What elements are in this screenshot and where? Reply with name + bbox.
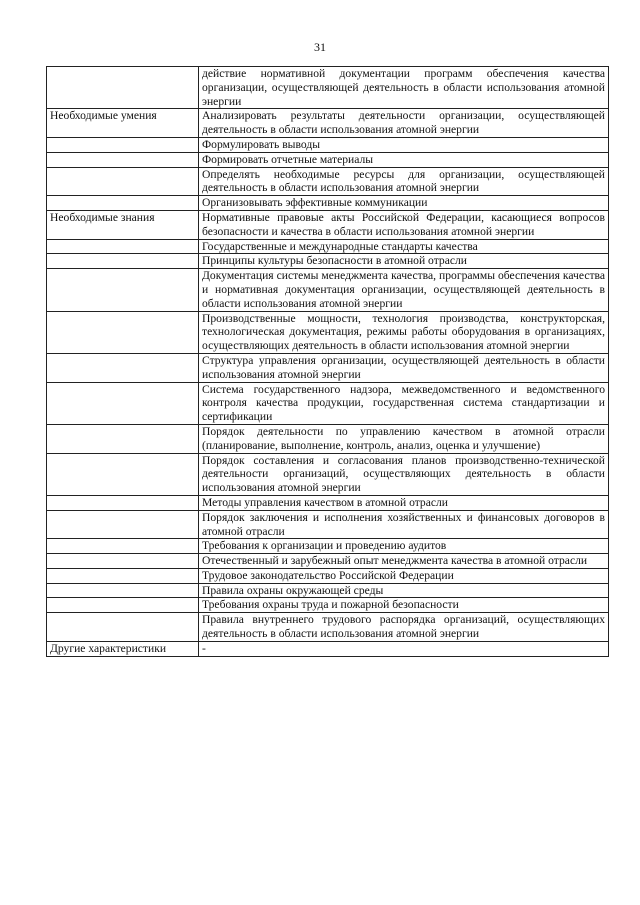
row-label: Другие характеристики <box>47 641 199 656</box>
row-text: Трудовое законодательство Российской Федерации <box>199 568 609 583</box>
row-text: Анализировать результаты деятельности организации, осуществляющей деятельность в области использования атомной энергии <box>199 109 609 138</box>
row-text: действие нормативной документации программ обеспечения качества организации, осуществляющей деятельность в области использования атомной энергии <box>199 67 609 109</box>
table-row <box>47 495 609 510</box>
row-text: - <box>199 641 609 656</box>
row-text: Методы управления качеством в атомной отрасли <box>199 495 609 510</box>
row-label <box>47 137 199 152</box>
table-row <box>47 109 609 138</box>
row-text: Правила внутреннего трудового распорядка организаций, осуществляющих деятельность в области использования атомной энергии <box>199 613 609 642</box>
row-label <box>47 167 199 196</box>
row-text: Формулировать выводы <box>199 137 609 152</box>
row-text: Определять необходимые ресурсы для организации, осуществляющей деятельность в области использования атомной энергии <box>199 167 609 196</box>
table-row <box>47 167 609 196</box>
row-label <box>47 254 199 269</box>
row-label <box>47 424 199 453</box>
table-row <box>47 311 609 353</box>
row-label <box>47 539 199 554</box>
table-row <box>47 210 609 239</box>
table-row <box>47 641 609 656</box>
row-text: Порядок составления и согласования планов производственно-технической деятельности организаций, осуществляющих деятельность в области использования атомной энергии <box>199 453 609 495</box>
row-text: Структура управления организации, осуществляющей деятельность в области использования атомной энергии <box>199 353 609 382</box>
qualification-requirements-table <box>46 66 609 657</box>
row-label <box>47 269 199 311</box>
table-row <box>47 152 609 167</box>
row-label: Необходимые умения <box>47 109 199 138</box>
row-text: Порядок деятельности по управлению качеством в атомной отрасли (планирование, выполнение, контроль, анализ, оценка и улучшение) <box>199 424 609 453</box>
table-row <box>47 554 609 569</box>
row-label <box>47 598 199 613</box>
row-label <box>47 311 199 353</box>
table-row <box>47 196 609 211</box>
table-row <box>47 239 609 254</box>
row-text: Производственные мощности, технология производства, конструкторская, технологическая документация, режимы работы оборудования в организациях, осуществляющих деятельность в области использования атомной энергии <box>199 311 609 353</box>
row-text: Государственные и международные стандарты качества <box>199 239 609 254</box>
row-label <box>47 613 199 642</box>
table-row <box>47 254 609 269</box>
row-label <box>47 583 199 598</box>
table-row <box>47 353 609 382</box>
row-label <box>47 568 199 583</box>
row-text: Документация системы менеджмента качества, программы обеспечения качества и нормативная документация организации, осуществляющей деятельность в области использования атомной энергии <box>199 269 609 311</box>
row-label <box>47 453 199 495</box>
row-text: Нормативные правовые акты Российской Федерации, касающиеся вопросов безопасности и качества в области использования атомной энергии <box>199 210 609 239</box>
row-text: Принципы культуры безопасности в атомной отрасли <box>199 254 609 269</box>
row-label <box>47 353 199 382</box>
row-text: Правила охраны окружающей среды <box>199 583 609 598</box>
table-row <box>47 137 609 152</box>
row-label: Необходимые знания <box>47 210 199 239</box>
row-label <box>47 510 199 539</box>
table-row <box>47 539 609 554</box>
row-label <box>47 67 199 109</box>
table-body <box>47 67 609 657</box>
row-label <box>47 239 199 254</box>
table-row <box>47 510 609 539</box>
page-number: 31 <box>314 40 326 54</box>
row-text: Формировать отчетные материалы <box>199 152 609 167</box>
table-row <box>47 424 609 453</box>
row-text: Требования к организации и проведению аудитов <box>199 539 609 554</box>
row-label <box>47 152 199 167</box>
table-row <box>47 613 609 642</box>
row-label <box>47 196 199 211</box>
row-label <box>47 495 199 510</box>
row-text: Система государственного надзора, межведомственного и ведомственного контроля качества продукции, государственная система стандартизации и сертификации <box>199 382 609 424</box>
table-row <box>47 67 609 109</box>
row-text: Организовывать эффективные коммуникации <box>199 196 609 211</box>
row-text: Отечественный и зарубежный опыт менеджмента качества в атомной отрасли <box>199 554 609 569</box>
row-label <box>47 382 199 424</box>
table-row <box>47 453 609 495</box>
row-text: Порядок заключения и исполнения хозяйственных и финансовых договоров в атомной отрасли <box>199 510 609 539</box>
table-row <box>47 382 609 424</box>
table-row <box>47 583 609 598</box>
table-row <box>47 568 609 583</box>
row-text: Требования охраны труда и пожарной безопасности <box>199 598 609 613</box>
table-row <box>47 598 609 613</box>
row-label <box>47 554 199 569</box>
table-row <box>47 269 609 311</box>
